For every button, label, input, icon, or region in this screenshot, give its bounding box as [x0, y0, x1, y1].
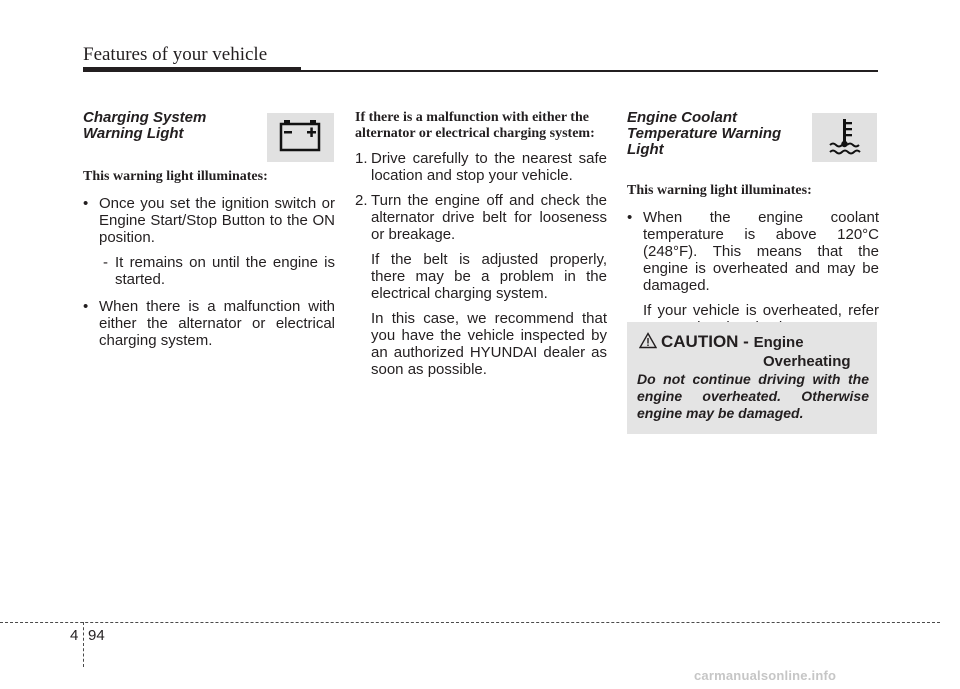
coolant-illuminates-label: This warning light illuminates: — [627, 183, 812, 198]
battery-icon — [267, 113, 334, 162]
footer-divider — [83, 622, 84, 667]
malfunction-intro: If there is a malfunction with either the alternator or electrical charging system: — [355, 110, 595, 141]
watermark: carmanualsonline.info — [694, 668, 837, 683]
dash-mark: - — [103, 254, 108, 271]
bullet-mark: • — [627, 209, 633, 226]
bullet-mark: • — [83, 298, 89, 315]
coolant-temperature-icon — [812, 113, 877, 162]
malfunction-section — [355, 110, 607, 378]
warning-triangle-icon — [639, 332, 657, 353]
charging-system-heading: Charging System Warning Light — [83, 109, 207, 142]
caution-box — [627, 322, 877, 434]
bullet-mark: • — [83, 195, 89, 212]
coolant-heading: Engine Coolant Temperature Warning Light — [627, 109, 782, 158]
coolant-para-overheating: If your vehicle is overheated, refer — [643, 302, 879, 319]
charging-illuminates-label: This warning light illuminates: — [83, 169, 268, 184]
caution-label: CAUTION - — [661, 332, 749, 351]
caution-body: Do not continue driving with the engine overheated. Otherwise engine may be damaged. — [637, 371, 869, 421]
malfunction-step-2: 2. Turn the engine off and check the alternator drive belt for looseness or breakage. — [355, 192, 607, 243]
footer-rule — [0, 622, 940, 623]
header-rule-thick — [83, 67, 301, 72]
page-header-title: Features of your vehicle — [83, 44, 268, 65]
page-number: 94 — [88, 627, 105, 644]
malfunction-step-1: 1. Drive carefully to the nearest safe location and stop your vehicle. — [355, 150, 607, 184]
malfunction-para-dealer: In this case, we recommend that you have the vehicle inspected by an authorized HYUNDAI dealer as soon as possible. — [371, 310, 607, 378]
caution-title-line2: Overheating — [763, 353, 851, 370]
coolant-bullet-temperature: • When the engine coolant temperature is above 120°C (248°F). This means that the engine is overheated and may be damaged. — [627, 209, 879, 294]
caution-title — [639, 332, 871, 371]
header-rule-thin — [301, 70, 878, 72]
charging-bullet-ignition: • Once you set the ignition switch or Engine Start/Stop Button to the ON position. — [83, 195, 335, 246]
chapter-number: 4 — [70, 627, 79, 644]
charging-bullet-malfunction: • When there is a malfunction with either the alternator or electrical charging system. — [83, 298, 335, 349]
charging-sub-remains-on: - It remains on until the engine is started. — [103, 254, 335, 288]
caution-title-line1: Engine — [753, 334, 804, 351]
malfunction-para-belt: If the belt is adjusted properly, there may be a problem in the electrical charging system. — [371, 251, 607, 302]
